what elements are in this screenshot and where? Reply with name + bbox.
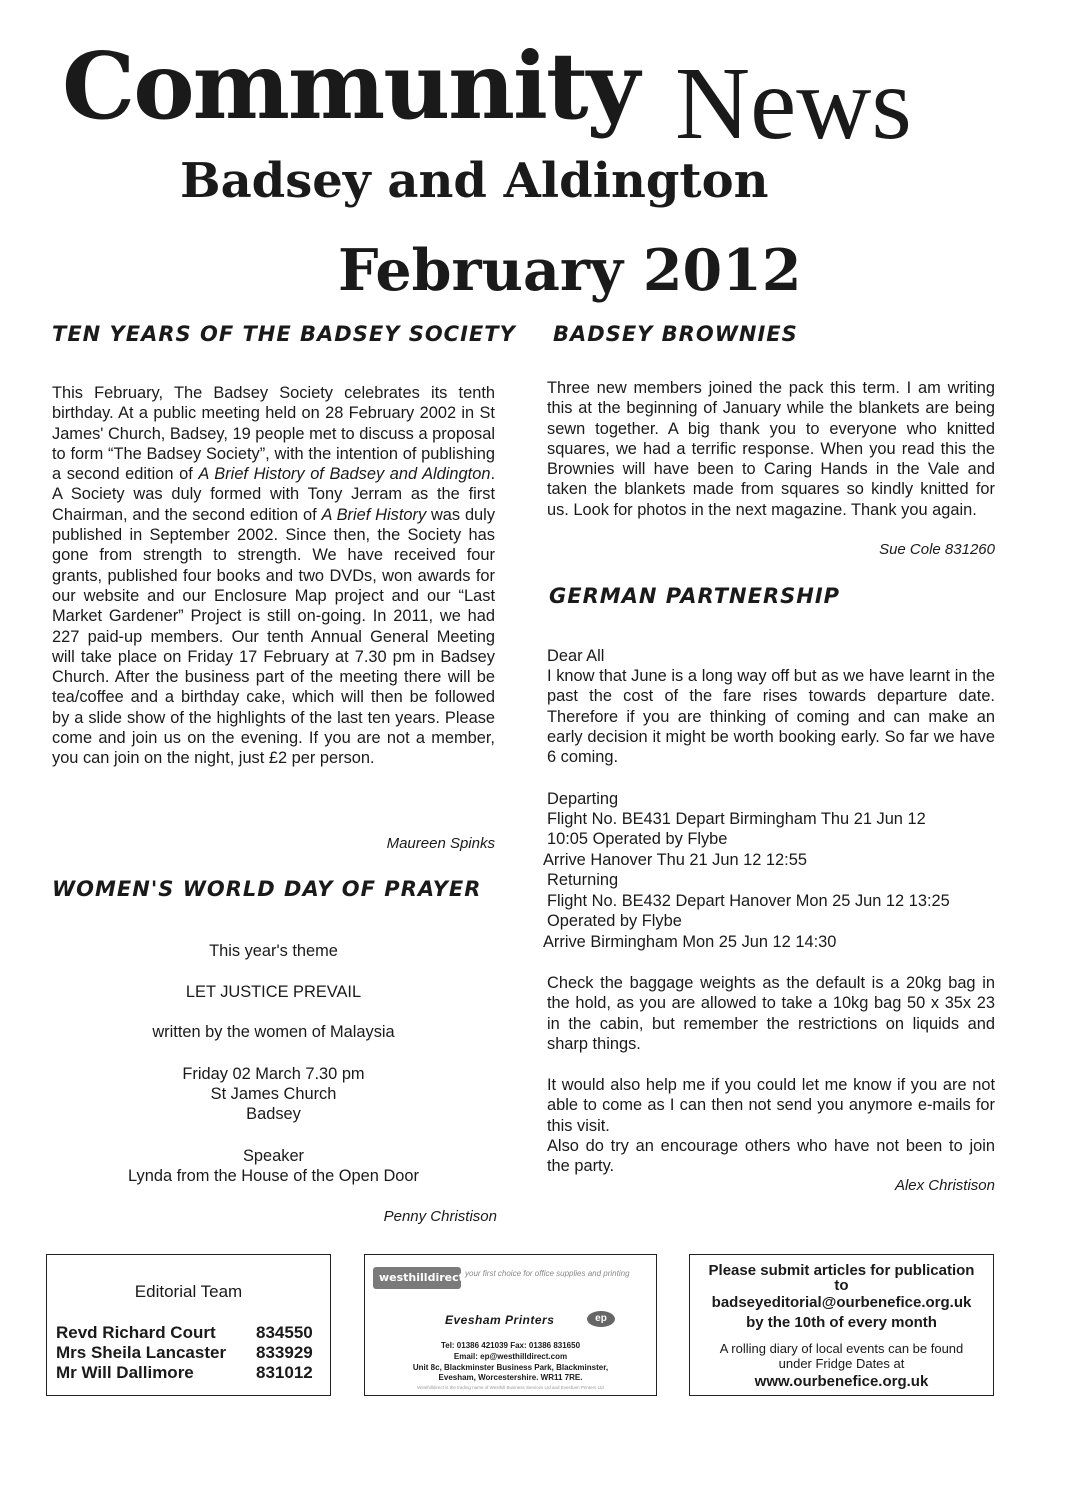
prayer-written-by: written by the women of Malaysia: [152, 1023, 395, 1041]
returning-label: Returning: [547, 871, 619, 889]
departing-label: Departing: [547, 790, 619, 808]
badsey-society-heading: TEN YEARS OF THE BADSEY SOCIETY: [52, 322, 516, 346]
german-help: It would also help me if you could let me know if you are not able to come as I can then not send you anymore e-mails for this visit.: [547, 1076, 995, 1135]
prayer-theme-label: This year's theme: [209, 942, 338, 960]
diary-line1: A rolling diary of local events can be found: [719, 1341, 964, 1356]
prayer-author: Penny Christison: [383, 1208, 497, 1225]
printer-contact-phone: Tel: 01386 421039 Fax: 01386 831650: [440, 1341, 581, 1350]
brownies-article: [547, 378, 995, 520]
german-intro: I know that June is a long way off but as we have learnt in the past the cost of the fare rises towards departure date. Therefore if you are thinking of coming and can make an early decision it might be worth booking early. So far we have 6 coming.: [547, 667, 995, 767]
brownies-text: Three new members joined the pack this term. I am writing this at the beginning of January while the blankets are being sewn together. A big thank you to everyone who knitted squares, we had a terrific response. When you read this the Brownies will have been to Caring Hands in the Vale and taken the blankets made from squares so kindly knitted for us. Look for photos in the next magazine. Thank you again.: [547, 379, 995, 519]
badsey-society-article: [52, 383, 495, 769]
german-encourage: Also do try an encourage others who have not been to join the party.: [547, 1136, 995, 1176]
editor-name: Revd Richard Court: [56, 1323, 216, 1342]
printer-advert-box: [364, 1254, 657, 1396]
ep-badge: ep: [587, 1311, 615, 1327]
printer-tagline: your first choice for office supplies and printing: [465, 1269, 630, 1278]
editorial-team-box: [46, 1254, 331, 1396]
masthead-news: News: [675, 46, 912, 161]
submit-articles-box: [689, 1254, 994, 1396]
german-baggage-block: [547, 973, 995, 1054]
german-intro-block: [547, 666, 995, 767]
editor-phone: 834550: [256, 1323, 313, 1342]
german-greeting: Dear All: [547, 647, 605, 665]
german-help-block: [547, 1075, 995, 1176]
prayer-date-time: Friday 02 March 7.30 pm: [182, 1065, 365, 1083]
badsey-society-author: Maureen Spinks: [386, 835, 495, 852]
printer-logo: westhilldirect: [373, 1267, 461, 1289]
printer-name: Evesham Printers: [445, 1313, 555, 1327]
departing-flight: Flight No. BE431 Depart Birmingham Thu 21 Jun 12: [547, 810, 926, 828]
prayer-speaker: Lynda from the House of the Open Door: [128, 1167, 419, 1185]
brownies-author: Sue Cole 831260: [879, 541, 995, 558]
editor-name: Mr Will Dallimore: [56, 1363, 194, 1382]
editor-phone: 833929: [256, 1343, 313, 1362]
german-baggage: Check the baggage weights as the default is a 20kg bag in the hold, as you are allowed to take a 10kg bag 50 x 35x 23 in the cabin, but remember the restrictions on liquids and sharp things.: [547, 974, 995, 1053]
prayer-theme: LET JUSTICE PREVAIL: [185, 983, 362, 1001]
submit-line2: to: [834, 1277, 849, 1294]
german-heading: GERMAN PARTNERSHIP: [549, 584, 841, 608]
issue-date: February 2012: [338, 237, 802, 304]
masthead-community: Community: [62, 32, 638, 140]
submit-deadline: by the 10th of every month: [746, 1314, 937, 1331]
printer-contact-email: Email: ep@westhilldirect.com: [453, 1352, 568, 1361]
masthead-subtitle: Badsey and Aldington: [180, 153, 769, 209]
diary-website: www.ourbenefice.org.uk: [754, 1373, 929, 1390]
printer-address-1: Unit 8c, Blackminster Business Park, Blackminster,: [412, 1363, 609, 1372]
prayer-heading: WOMEN'S WORLD DAY OF PRAYER: [52, 877, 482, 901]
returning-operator: Operated by Flybe: [547, 912, 682, 930]
departing-arrival: Arrive Hanover Thu 21 Jun 12 12:55: [543, 851, 807, 869]
prayer-venue: St James Church: [210, 1085, 337, 1103]
brownies-heading: BADSEY BROWNIES: [553, 322, 798, 346]
submit-line1: Please submit articles for publication: [708, 1262, 975, 1279]
submit-email: badseyeditorial@ourbenefice.org.uk: [711, 1294, 972, 1311]
printer-footer: Westhilldirect is the trading name of Westhill Business Services Ltd and Evesham Printers Ltd: [417, 1385, 604, 1390]
diary-line2: under Fridge Dates at: [778, 1356, 905, 1371]
prayer-venue-village: Badsey: [246, 1105, 301, 1123]
editor-phone: 831012: [256, 1363, 313, 1382]
german-author: Alex Christison: [894, 1177, 995, 1194]
badsey-society-text: This February, The Badsey Society celebrates its tenth birthday. At a public meeting held on 28 February 2002 in St James' Church, Badsey, 19 people met to discuss a proposal to form “The Badsey Society”, with the intention of publishing a second edition of A Brief History of Badsey and Aldington. A Society was duly formed with Tony Jerram as the first Chairman, and the second edition of A Brief History was duly published in September 2002. Since then, the Society has gone from strength to strength. We have received four grants, published four books and two DVDs, won awards for our website and our Enclosure Map project and our “Last Market Gardener” Project is still on-going. In 2011, we had 227 paid-up members. Our tenth Annual General Meeting will take place on Friday 17 February at 7.30 pm in Badsey Church. After the business part of the meeting there will be tea/coffee and a birthday cake, which will then be followed by a slide show of the highlights of the last ten years. Please come and join us on the evening. If you are not a member, you can join on the night, just £2 per person.: [52, 384, 496, 768]
prayer-speaker-label: Speaker: [242, 1147, 305, 1165]
printer-address-2: Evesham, Worcestershire. WR11 7RE.: [438, 1373, 583, 1382]
departing-operator: 10:05 Operated by Flybe: [547, 830, 728, 848]
returning-flight: Flight No. BE432 Depart Hanover Mon 25 Jun 12 13:25: [547, 892, 950, 910]
editorial-title: Editorial Team: [134, 1282, 243, 1301]
returning-arrival: Arrive Birmingham Mon 25 Jun 12 14:30: [543, 933, 837, 951]
editor-name: Mrs Sheila Lancaster: [56, 1343, 227, 1362]
